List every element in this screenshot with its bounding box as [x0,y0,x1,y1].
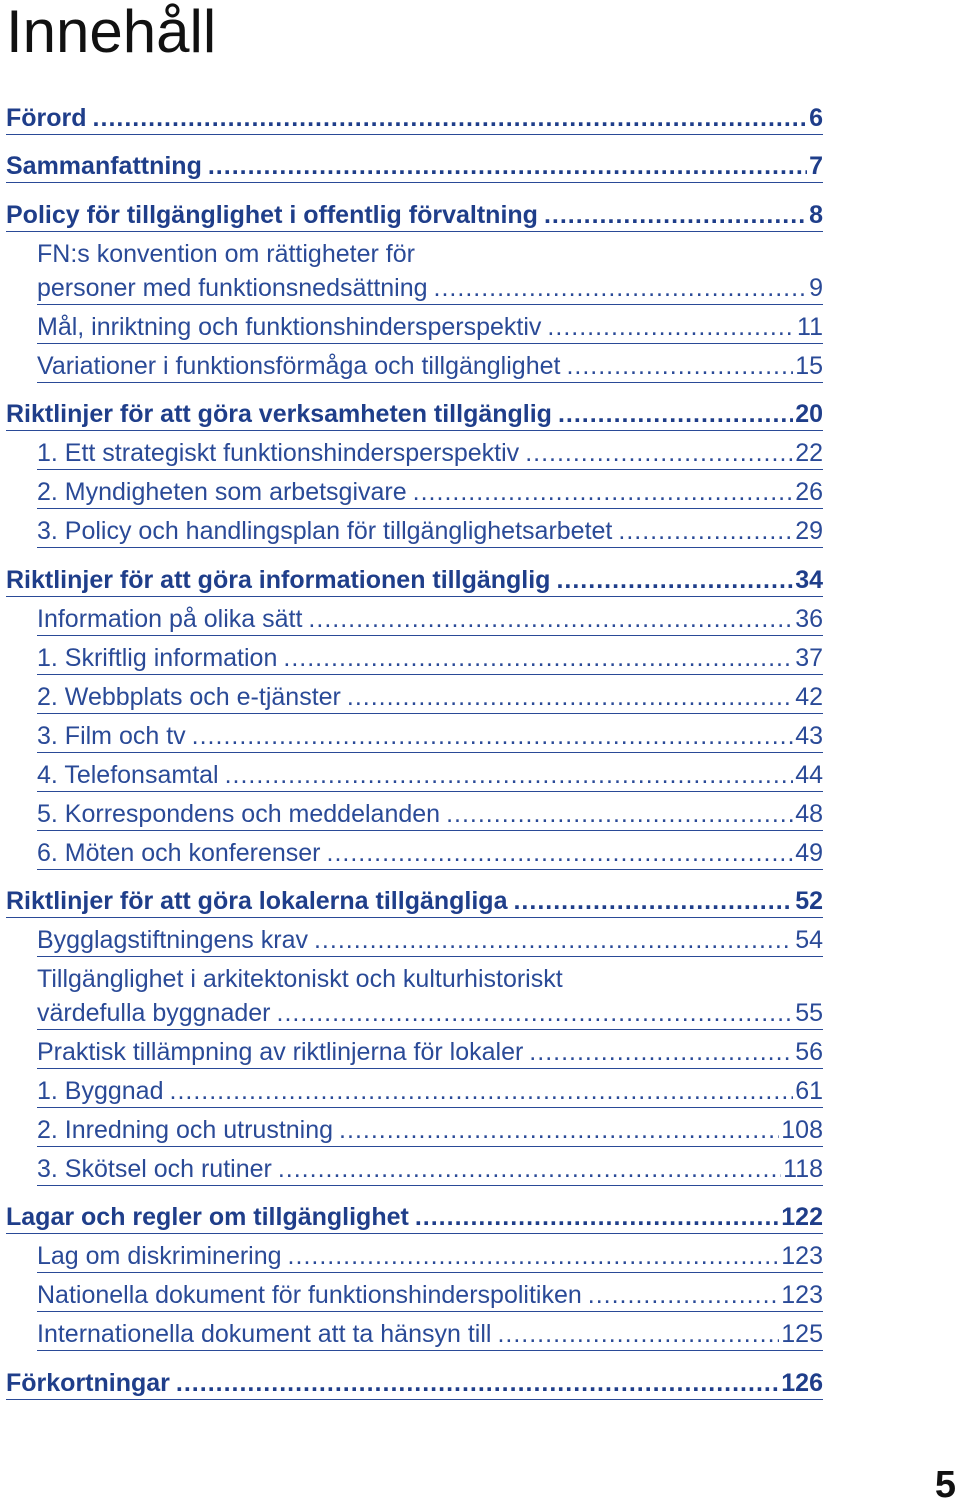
toc-entry-row [37,996,823,1030]
toc-entry-row [6,1366,823,1400]
dot-leader [618,514,793,548]
toc-entry-row [6,198,823,232]
toc-entry-title: 1. Skriftlig information [37,644,278,672]
toc-entry-title: Internationella dokument att ta hänsyn till [37,1320,492,1348]
toc-entry-title: 4. Telefonsamtal [37,761,219,789]
toc-entry-row [37,1113,823,1147]
toc-page-number: 36 [795,605,823,633]
toc-entry-title: Variationer i funktionsförmåga och tillgänglighet [37,352,561,380]
toc-page-number: 15 [795,352,823,380]
toc-entry-row [37,1317,823,1351]
toc-entry-title: 2. Webbplats och e-tjänster [37,683,341,711]
dot-leader [283,641,793,675]
toc-entry-title: Policy för tillgänglighet i offentlig förvaltning [6,201,538,229]
toc-entry-row [37,758,823,792]
toc-subsection-link[interactable] [6,237,823,305]
toc-page-number: 7 [809,152,823,180]
toc-page-number: 49 [795,839,823,867]
toc-subsection-link[interactable] [6,436,823,470]
toc-entry-title: 1. Ett strategiskt funktionshindersperspektiv [37,439,520,467]
toc-entry-row [6,1200,823,1234]
toc-entry-row [37,514,823,548]
toc-entry-title: 6. Möten och konferenser [37,839,321,867]
toc-subsection-link[interactable] [6,641,823,675]
toc-entry-title: Sammanfattning [6,152,202,180]
toc-subsection-link[interactable] [6,1239,823,1273]
toc-subsection-link[interactable] [6,475,823,509]
toc-page-number: 8 [809,201,823,229]
toc-entry-title: Information på olika sätt [37,605,303,633]
toc-page-number: 6 [809,104,823,132]
table-of-contents [6,0,823,1505]
toc-section-link[interactable] [6,149,823,183]
dot-leader [347,680,793,714]
toc-entry-row [37,836,823,870]
toc-page-number: 55 [795,999,823,1027]
toc-entry-row [37,475,823,509]
dot-leader [558,397,793,431]
toc-entry-title: 2. Myndigheten som arbetsgivare [37,478,407,506]
toc-subsection-link[interactable] [6,758,823,792]
toc-subsection-link[interactable] [6,836,823,870]
toc-entry-title: 3. Policy och handlingsplan för tillgänglighetsarbetet [37,517,613,545]
toc-entry-row [37,923,823,957]
toc-subsection-link[interactable] [6,1074,823,1108]
toc-section-link[interactable] [6,1366,823,1400]
dot-leader [529,1035,793,1069]
toc-page-number: 123 [781,1281,823,1309]
toc-entry-title: Mål, inriktning och funktionshindersperspektiv [37,313,542,341]
dot-leader [314,923,793,957]
toc-page-number: 42 [795,683,823,711]
toc-subsection-link[interactable] [6,602,823,636]
dot-leader [339,1113,779,1147]
toc-entry-title: 5. Korrespondens och meddelanden [37,800,441,828]
toc-subsection-link[interactable] [6,1152,823,1186]
toc-entry-row [6,397,823,431]
toc-page-number: 34 [795,566,823,594]
page-number: 5 [934,1464,956,1506]
dot-leader [277,996,794,1030]
toc-entry-title: Lagar och regler om tillgänglighet [6,1203,409,1231]
toc-entry-row [37,680,823,714]
toc-subsection-link[interactable] [6,1113,823,1147]
toc-page-number: 118 [783,1155,823,1183]
toc-entry-title: värdefulla byggnader [37,999,271,1027]
dot-leader [170,1074,794,1108]
toc-page-number: 56 [795,1038,823,1066]
toc-entry-title: Förord [6,104,87,132]
toc-subsection-link[interactable] [6,719,823,753]
toc-page-number: 20 [795,400,823,428]
toc-entry-title: Bygglagstiftningens krav [37,926,308,954]
dot-leader [208,149,807,183]
dot-leader [556,563,793,597]
toc-subsection-link[interactable] [6,1035,823,1069]
toc-page-number: 9 [809,274,823,302]
toc-page-number: 37 [795,644,823,672]
toc-page-number: 61 [795,1077,823,1105]
dot-leader [327,836,794,870]
toc-page-number: 126 [781,1369,823,1397]
toc-section-link[interactable] [6,101,823,135]
toc-subsection-link[interactable] [6,962,823,1030]
toc-subsection-link[interactable] [6,349,823,383]
toc-subsection-link[interactable] [6,1278,823,1312]
dot-leader [192,719,794,753]
toc-page-number: 26 [795,478,823,506]
toc-entry-row [37,1278,823,1312]
toc-subsection-link[interactable] [6,514,823,548]
dot-leader [308,602,793,636]
toc-entry-row [37,1035,823,1069]
dot-leader [497,1317,779,1351]
toc-page-number: 44 [795,761,823,789]
toc-page-number: 48 [795,800,823,828]
dot-leader [544,198,807,232]
toc-entry-title: Riktlinjer för att göra verksamheten tillgänglig [6,400,552,428]
toc-entry-row [37,310,823,344]
dot-leader [288,1239,780,1273]
toc-page-number: 52 [795,887,823,915]
toc-entry-row [37,719,823,753]
dot-leader [413,475,794,509]
toc-section-link[interactable] [6,1200,823,1234]
toc-entry-row [37,1239,823,1273]
toc-section-link[interactable] [6,198,823,232]
toc-entry-row [6,563,823,597]
dot-leader [434,271,808,305]
toc-entry-title: Riktlinjer för att göra informationen tillgänglig [6,566,551,594]
dot-leader [525,436,793,470]
toc-entry-row [6,149,823,183]
toc-page-number: 108 [781,1116,823,1144]
toc-entry-title: personer med funktionsnedsättning [37,274,428,302]
toc-entry-title: 2. Inredning och utrustning [37,1116,334,1144]
dot-leader [588,1278,780,1312]
dot-leader [278,1152,781,1186]
toc-page-number: 43 [795,722,823,750]
toc-page-number: 54 [795,926,823,954]
toc-entry-title: 3. Film och tv [37,722,186,750]
toc-entry-title: Förkortningar [6,1369,170,1397]
toc-page-number: 125 [781,1320,823,1348]
toc-entry-row [37,602,823,636]
dot-leader [225,758,794,792]
toc-entry-row [37,1074,823,1108]
toc-entry-title: Praktisk tillämpning av riktlinjerna för lokaler [37,1038,524,1066]
toc-entry-row [37,349,823,383]
toc-entry-row [37,436,823,470]
dot-leader [513,884,793,918]
toc-entry-title-line: Tillgänglighet i arkitektoniskt och kulturhistoriskt [37,965,563,993]
toc-section-link[interactable] [6,563,823,597]
toc-entry-title: 1. Byggnad [37,1077,164,1105]
toc-entry-title-line: FN:s konvention om rättigheter för [37,240,415,268]
toc-page-number: 122 [781,1203,823,1231]
toc-entry-row [37,641,823,675]
toc-entry-row [6,101,823,135]
toc-entry-row [37,797,823,831]
toc-page-number: 123 [781,1242,823,1270]
toc-entry-row [37,271,823,305]
toc-subsection-link[interactable] [6,1317,823,1351]
toc-page-number: 29 [795,517,823,545]
toc-subsection-link[interactable] [6,310,823,344]
dot-leader [446,797,793,831]
toc-entry-title: Riktlinjer för att göra lokalerna tillgängliga [6,887,508,915]
toc-subsection-link[interactable] [6,923,823,957]
toc-page-number: 11 [797,313,823,341]
toc-entry-row [6,884,823,918]
toc-subsection-link[interactable] [6,680,823,714]
dot-leader [176,1366,779,1400]
dot-leader [93,101,808,135]
dot-leader [566,349,793,383]
toc-subsection-link[interactable] [6,797,823,831]
toc-section-link[interactable] [6,397,823,431]
toc-entry-title: 3. Skötsel och rutiner [37,1155,272,1183]
page-title: Innehåll [6,0,217,65]
toc-entry-row [37,1152,823,1186]
dot-leader [547,310,795,344]
dot-leader [415,1200,779,1234]
toc-section-link[interactable] [6,884,823,918]
toc-entry-title: Nationella dokument för funktionshinderspolitiken [37,1281,582,1309]
toc-page-number: 22 [795,439,823,467]
toc-entry-title: Lag om diskriminering [37,1242,282,1270]
